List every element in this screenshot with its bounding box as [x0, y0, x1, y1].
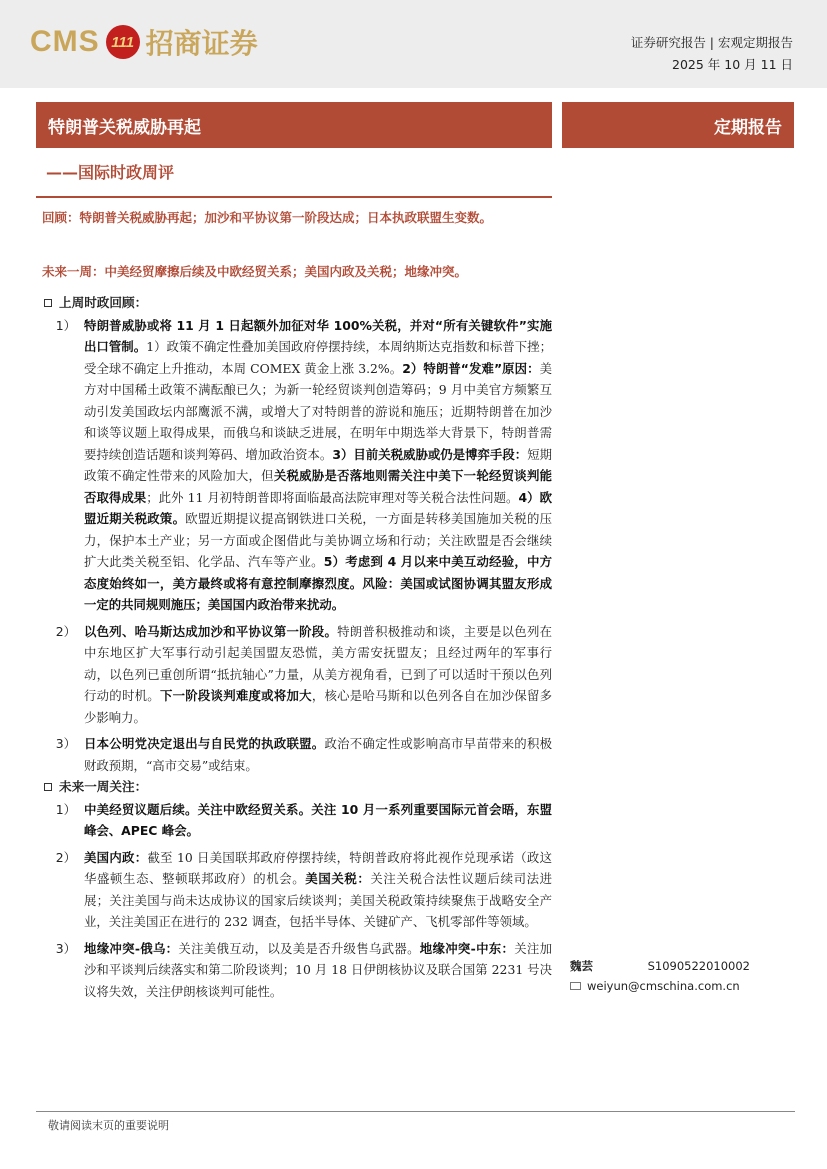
company-logo: [30, 22, 258, 62]
author-card: [570, 956, 750, 996]
footer-disclaimer: 敬请阅读末页的重要说明: [48, 1119, 169, 1132]
report-type: 证券研究报告 | 宏观定期报告: [630, 35, 793, 50]
mail-icon: [570, 982, 581, 990]
author-email[interactable]: weiyun@cmschina.com.cn: [587, 979, 740, 993]
list-item: 1） 特朗普威胁或将 11 月 1 日起额外加征对华 100%关税，并对“所有关键软件”实施出口管制。1）政策不确定性叠加美国政府停摆持续，本周纳斯达克指数和标普下挫；受全球不确定上升推动，本周 COMEX 黄金上涨 3.2%。2）特朗普“发难”原因：美方对中国稀土政策不满酝酿已久；为新一轮经贸谈判创造筹码；9 月中美官方频繁互动引发美国政坛内部鹰派不满，或增大了对特朗普的游说和施压；近期特朗普在加沙和谈等议题上取得成果，而俄乌和谈缺乏进展，在明年中期选举大背景下，特朗普需要持续创造话题和谈判筹码、增加政治资本。3）目前关税威胁或仍是博弈手段：短期政策不确定性带来的风险加大，但关税威胁是否落地则需关注中美下一轮经贸谈判能否取得成果；此外 11 月初特朗普即将面临最高法院审理对等关税合法性问题。4）欧盟近期关税政策。欧盟近期提议提高钢铁进口关税，一方面是转移美国施加关税的压力，保护本土产业；另一方面或企图借此与美协调立场和行动；关注欧盟是否会继续扩大此类关税至铝、化学品、汽车等产业。5）考虑到 4 月以来中美互动经验，中方态度始终如一，美方最终或将有意控制摩擦烈度。风险：美国或试图协调其盟友形成一定的共同规则施压；美国国内政治带来扰动。: [55, 317, 553, 612]
report-title: 特朗普关税威胁再起: [48, 118, 201, 138]
logo-text-en: CMS: [30, 25, 100, 58]
checkbox-bullet-icon: [44, 783, 52, 791]
list-item: 3） 地缘冲突-俄乌：关注美俄互动，以及美是否升级售乌武器。地缘冲突-中东：关注加沙和平谈判后续落实和第二阶段谈判；10 月 18 日伊朗核协议及联合国第 2231 号决议将失效，关注伊朗核谈判可能性。: [55, 940, 552, 999]
list-item: 1） 中美经贸议题后续。关注中欧经贸关系。关注 10 月一系列重要国际元首会晤，东盟峰会、APEC 峰会。: [55, 801, 552, 838]
side-label: 定期报告: [714, 118, 782, 138]
side-label-bar: [562, 102, 794, 148]
section-heading-review: 上周时政回顾：: [44, 292, 552, 314]
logo-text-cn: 招商证券: [145, 27, 258, 60]
summary-next-week: 未来一周：中美经贸摩擦后续及中欧经贸关系；美国内政及关税；地缘冲突。: [42, 264, 468, 279]
list-item: 3） 日本公明党决定退出与自民党的执政联盟。政治不确定性或影响高市早苗带来的积极财政预期，“高市交易”或结束。: [55, 736, 553, 773]
list-item: 2） 美国内政：截至 10 日美国联邦政府停摆持续，特朗普政府将此视作兑现承诺（政这华盛顿生态、整顿联邦政府）的机会。美国关税：关注关税合法性议题后续司法进展；关注美国与尚未达成协议的国家后续谈判；美国关税政策持续聚焦于战略安全产业，关注美国正在进行的 232 调查，包括半导体、关键矿产、飞机零部件等领域。: [55, 849, 553, 929]
summary-review: 回顾：特朗普关税威胁再起；加沙和平协议第一阶段达成；日本执政联盟生变数。: [42, 210, 493, 225]
report-date: 2025 年 10 月 11 日: [672, 57, 793, 72]
title-bar: [36, 102, 552, 148]
main-content: [44, 292, 552, 1002]
section-heading-next-week: 未来一周关注：: [44, 776, 552, 798]
title-divider: [36, 196, 552, 198]
author-license: S1090522010002: [647, 959, 750, 973]
logo-emblem-icon: 111: [106, 25, 140, 59]
list-item: 2） 以色列、哈马斯达成加沙和平协议第一阶段。特朗普积极推动和谈，主要是以色列在中东地区扩大军事行动引起美国盟友恐慌，美方需安抚盟友；且经过两年的军事行动，以色列已重创所谓“抵抗轴心”力量，从美方视角看，已到了可以适时干预以色列行动的时机。下一阶段谈判难度或将加大，核心是哈马斯和以色列各自在加沙保留多少影响力。: [55, 623, 553, 725]
page-header: [0, 0, 827, 88]
report-subtitle: ——国际时政周评: [46, 163, 175, 182]
author-name: 魏芸: [570, 959, 593, 973]
footer-divider: [36, 1111, 795, 1112]
header-meta: [631, 32, 793, 76]
checkbox-bullet-icon: [44, 299, 52, 307]
